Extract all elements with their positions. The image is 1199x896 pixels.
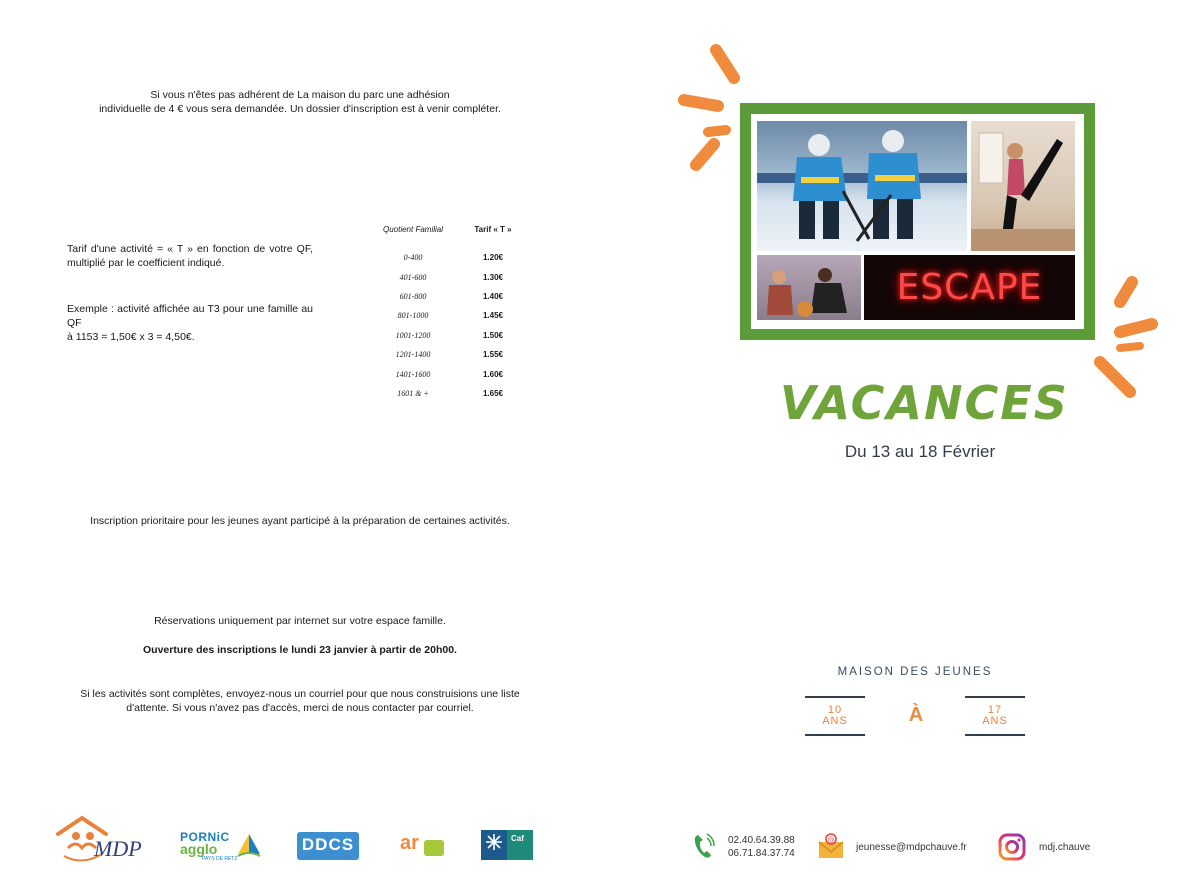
phone-icon [692,832,716,860]
qf-cell: 401-600 [399,272,427,282]
pornic-agglo-logo [178,830,264,864]
email-address[interactable]: jeunesse@mdpchauve.fr [856,842,967,853]
example-line-1: Exemple : activité affichée au T3 pour une famille au QF [67,303,313,329]
qf-cell: 1401-1600 [395,369,431,379]
phone-1: 02.40.64.39.88 [728,835,795,846]
pornic-text: PORNiC [180,830,230,844]
qf-cell: 601-800 [399,291,427,301]
dancer-photo [971,121,1075,251]
table-row [373,287,533,306]
tarif-cell: 1.45€ [482,311,504,321]
table-row [373,306,533,325]
agglo-text: agglo [180,841,218,857]
sail-icon [236,832,262,858]
pays-de-retz-text: PAYS DE RETZ [202,856,238,862]
hockey-photo [757,121,967,251]
age-from [805,696,865,736]
adhesion-line-2: individuelle de 4 € vous sera demandée. Un dossier d'inscription est à venir compléter. [99,103,501,115]
qf-cell: 1601 & + [397,388,429,398]
svg-text:@: @ [827,836,835,844]
tarif-cell: 1.65€ [482,388,504,398]
age-from-top-bar [805,696,865,698]
age-to-top-bar [965,696,1025,698]
tarif-explanation: Tarif d'une activité = « T » en fonction de votre QF, multiplié par le coefficient indiqué. [67,243,313,269]
qf-cell: 1201-1400 [395,350,431,360]
phone-2: 06.71.84.37.74 [728,848,795,859]
example-text [67,302,313,344]
friends-graphic [757,255,861,320]
orange-burst-top-left [676,40,746,175]
example-line-2: à 1153 = 1,50€ x 3 = 4,50€. [67,331,195,343]
age-from-number: 10 [827,704,843,716]
maison-des-jeunes-label: MAISON DES JEUNES [837,666,993,678]
instagram-handle[interactable]: mdj.chauve [1039,842,1091,853]
header-quotient: Quotient Familial [382,224,444,234]
phone-numbers [728,834,795,860]
caf-logo [481,830,533,860]
dancer-graphic [971,121,1075,251]
age-to-number: 17 [987,704,1003,716]
hockey-players-graphic [757,121,967,251]
qf-cell: 1001-1200 [395,330,431,340]
opening-text: Ouverture des inscriptions le lundi 23 janvier à partir de 20h00. [143,644,457,656]
snowflake-icon [486,834,502,850]
mdp-logo [54,812,160,864]
tariff-table [373,218,533,403]
adhesion-line-1: Si vous n'êtes pas adhérent de La maison du parc une adhésion [150,89,450,101]
ddcs-logo [297,832,359,860]
tarif-cell: 1.30€ [482,272,504,282]
tarif-cell: 1.40€ [482,291,504,301]
photo-frame [740,103,1095,340]
ar-animation-logo [400,832,446,860]
mdp-logo-text: MDP [94,836,142,861]
reservations-text: Réservations uniquement par internet sur votre espace famille. [154,615,446,627]
escape-neon-text: ESCAPE [896,267,1043,308]
dates-subtitle: Du 13 au 18 Février [844,442,996,461]
tarif-cell: 1.55€ [482,350,504,360]
adhesion-text [60,88,540,116]
ar-badge [424,840,444,856]
friends-photo [757,255,861,320]
orange-burst-right [1090,270,1165,405]
age-to-bottom-bar [965,734,1025,736]
tarif-cell: 1.20€ [482,253,504,263]
priority-text: Inscription prioritaire pour les jeunes ayant participé à la préparation de certaines activités. [90,515,510,527]
waitlist-text: Si les activités sont complètes, envoyez-nous un courriel pour que nous construisions une liste d'attente. Si vous n'avez pas d'accès, merci de nous contacter par courriel. [80,688,520,714]
table-row [373,345,533,364]
escape-neon-photo [864,255,1075,320]
email-icon [817,832,845,860]
table-row [373,267,533,286]
age-from-unit: ANS [822,715,848,727]
age-to-unit: ANS [982,715,1008,727]
header-tarif: Tarif « T » [474,224,512,234]
table-row [373,326,533,345]
caf-text: Caf [511,834,524,843]
table-row [373,364,533,383]
qf-cell: 0-400 [403,253,423,263]
tariff-table-header [373,218,533,240]
tarif-cell: 1.50€ [482,330,504,340]
age-separator: À [908,704,924,726]
age-from-bottom-bar [805,734,865,736]
qf-cell: 801-1000 [397,311,429,321]
age-to [965,696,1025,736]
tarif-cell: 1.60€ [482,369,504,379]
ddcs-text: DDCS [301,835,355,854]
table-row [373,384,533,403]
instagram-icon [998,833,1026,861]
ar-text: ar [400,832,419,854]
page-title: VACANCES [780,376,1069,430]
table-row [373,248,533,267]
